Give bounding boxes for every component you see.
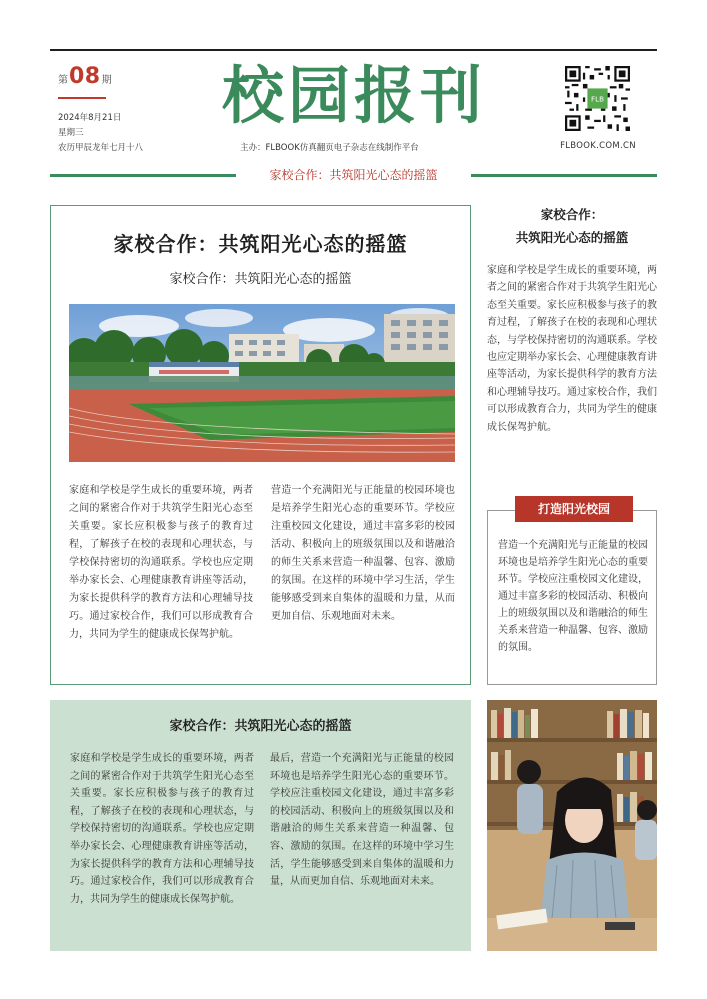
- bottom-column-right: 最后，营造一个充满阳光与正能量的校园环境也是培养学生阳光心态的重要环节。学校应注重校园文化建设，通过丰富多彩的校园活动、积极向上的班级氛围以及和谐融洽的师生关系来营造一种温馨、包容、激励的氛围。在这样的环境中学习生活，学生能够感受到来自集体的温暖和力量，从而更加自信、乐观地面对未来。: [270, 753, 454, 888]
- bottom-headline: 家校合作：共筑阳光心态的摇篮: [169, 719, 352, 734]
- sunny-campus-tag: 打造阳光校园: [515, 496, 633, 522]
- site-url[interactable]: FLBOOK.COM.CN: [560, 141, 636, 151]
- bottom-article: [50, 700, 471, 951]
- issue-suffix: 期: [101, 75, 112, 86]
- stadium-photo: [69, 304, 455, 462]
- date-gregorian: 2024年8月21日: [58, 113, 122, 123]
- main-column-right: 营造一个充满阳光与正能量的校园环境也是培养学生阳光心态的重要环节。学校应注重校园文化建设，通过丰富多彩的校园活动、积极向上的班级氛围以及和谐融洽的师生关系来营造一种温馨、包容、激励的氛围。在这样的环境中学习生活，学生能够感受到来自集体的温暖和力量，从而更加自信、乐观地面对未来。: [271, 485, 455, 622]
- sidebar-text: 家庭和学校是学生成长的重要环境，两者之间的紧密合作对于共筑学生阳光心态至关重要。家长应积极参与孩子的教育过程，了解孩子在校的表现和心理状态，与学校保持密切的沟通联系。学校也应定期举办家长会、心理健康教育讲座等活动，为家长提供科学的教育方法和心理辅导技巧。通过家校合作，我们可以形成教育合力，共同为学生的健康成长保驾护航。: [487, 265, 657, 433]
- student-photo: [487, 700, 657, 951]
- date-lunar: 农历甲辰龙年七月十八: [58, 143, 144, 153]
- sidebar-headline-line2: 共筑阳光心态的摇篮: [515, 230, 629, 245]
- issue-underline: [58, 97, 106, 99]
- section-rule-right: [471, 174, 657, 177]
- main-article: [50, 205, 471, 685]
- main-subheadline: 家校合作：共筑阳光心态的摇篮: [169, 272, 352, 287]
- bottom-column-left: 家庭和学校是学生成长的重要环境，两者之间的紧密合作对于共筑学生阳光心态至关重要。家长应积极参与孩子的教育过程，了解孩子在校的表现和心理状态，与学校保持密切的沟通联系。学校也应定期举办家长会、心理健康教育讲座等活动，为家长提供科学的教育方法和心理辅导技巧。通过家校合作，我们可以形成教育合力，共同为学生的健康成长保驾护航。: [70, 753, 254, 905]
- date-block: [58, 111, 143, 156]
- section-title: 家校合作：共筑阳光心态的摇篮: [269, 168, 438, 182]
- issue-value: 08: [69, 64, 101, 89]
- issue-number: [58, 64, 112, 89]
- issue-prefix: 第: [58, 75, 68, 86]
- main-column-left: 家庭和学校是学生成长的重要环境，两者之间的紧密合作对于共筑学生阳光心态至关重要。家长应积极参与孩子的教育过程，了解孩子在校的表现和心理状态，与学校保持密切的沟通联系。学校也应定期举办家长会、心理健康教育讲座等活动，为家长提供科学的教育方法和心理辅导技巧。通过家校合作，我们可以形成教育合力，共同为学生的健康成长保驾护航。: [69, 485, 253, 640]
- qr-center-label: FLB: [590, 94, 605, 104]
- masthead-title: 校园报刊: [221, 59, 486, 132]
- sidebar-headline: [487, 203, 657, 249]
- section-rule-left: [50, 174, 236, 177]
- sidebar-headline-line1: 家校合作：: [540, 207, 604, 222]
- qr-code[interactable]: [565, 66, 630, 131]
- main-headline: 家校合作：共筑阳光心态的摇篮: [113, 232, 408, 256]
- sunny-campus-text: 营造一个充满阳光与正能量的校园环境也是培养学生阳光心态的重要环节。学校应注重校园文化建设，通过丰富多彩的校园活动、积极向上的班级氛围以及和谐融洽的师生关系来营造一种温馨、包容、激励的氛围。: [498, 540, 648, 653]
- sponsor-line: 主办：FLBOOK仿真翻页电子杂志在线制作平台: [240, 143, 419, 153]
- top-rule: [50, 49, 657, 51]
- date-weekday: 星期三: [58, 128, 84, 138]
